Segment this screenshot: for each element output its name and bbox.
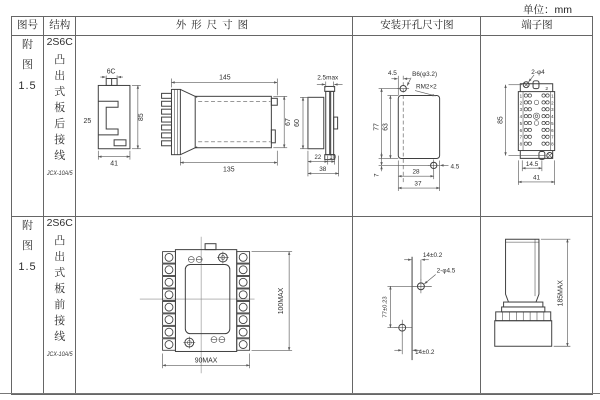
dim-100max: 100MAX (278, 287, 286, 315)
structure-description: 凸出式板前接线 (54, 235, 66, 343)
side-view-drawing (162, 75, 293, 174)
dim-2-5max: 2.5max (317, 74, 339, 82)
row2-mounting-cell (353, 217, 481, 395)
dim-28: 28 (412, 168, 420, 176)
row1-mounting-drawing (353, 36, 479, 215)
dim-37: 37 (414, 180, 422, 188)
model-type: 2S6C (46, 36, 73, 48)
svg-text:3: 3 (551, 107, 554, 113)
row1-fig-no-cell (12, 36, 44, 217)
svg-text:4: 4 (551, 114, 554, 120)
dim-85: 85 (138, 113, 146, 121)
fig-number: 1.5 (18, 79, 37, 92)
row2-outline-drawing (76, 217, 351, 393)
svg-text:5: 5 (551, 120, 554, 126)
hole-spec-label: 2-φ4.5 (437, 267, 456, 275)
row1-mounting-cell (353, 36, 481, 217)
dim-6c: 6C (107, 68, 117, 76)
fig-number: 1.5 (18, 260, 37, 273)
row1-structure-cell (44, 36, 76, 217)
structure-description: 凸出式板后接线 (54, 54, 66, 162)
terminal-block-rear-drawing (498, 69, 555, 185)
svg-text:7: 7 (551, 134, 554, 140)
dim-63: 63 (382, 123, 390, 131)
dim-41-terminal: 41 (533, 174, 541, 182)
model-code: JCX-10A/5 (46, 169, 73, 177)
dim-145: 145 (219, 74, 232, 82)
dim-4-5-bottom: 4.5 (450, 163, 460, 171)
header-outline-dims: 外形尺寸图 (76, 17, 353, 36)
fig-label: 附图 (22, 39, 33, 71)
row2-structure-cell (44, 217, 76, 395)
mounting-holes-drawing (383, 252, 456, 360)
dim-25: 25 (84, 118, 92, 126)
svg-text:6: 6 (551, 127, 554, 133)
socket-front-view-drawing (140, 237, 292, 373)
row1-terminal-drawing (481, 36, 591, 215)
spec-table (11, 16, 593, 395)
dim-60: 60 (294, 119, 302, 127)
svg-text:2: 2 (551, 100, 554, 106)
dim-10: 10 (329, 155, 337, 162)
header-row (12, 17, 593, 36)
svg-text:8: 8 (551, 141, 554, 147)
corner-radius-label: RM2×2 (416, 83, 438, 91)
row2-mounting-drawing (353, 217, 479, 393)
row2-terminal-cell (481, 217, 593, 395)
table-row (12, 217, 593, 395)
svg-text:4: 4 (520, 114, 523, 120)
header-fig-no: 图号 (12, 17, 44, 36)
svg-text:6: 6 (520, 127, 523, 133)
dim-67: 67 (285, 118, 293, 126)
dim-22: 22 (314, 155, 322, 162)
terminal-rows (520, 93, 554, 146)
fig-label: 附图 (22, 220, 33, 252)
header-structure: 结构 (44, 17, 76, 36)
dim-77-v: 77±0.23 (382, 296, 389, 318)
dim-41: 41 (110, 160, 119, 168)
table-row (12, 36, 593, 217)
dim-185max: 185MAX (557, 280, 565, 307)
row1-outline-cell (76, 36, 353, 217)
svg-text:2: 2 (520, 100, 523, 106)
model-code: JCX-10A/5 (46, 350, 73, 358)
clamp-profile-drawing (84, 69, 145, 168)
hole-spec-label: B6(φ3.2) (412, 70, 438, 78)
row2-fig-no-cell (12, 217, 44, 395)
model-type: 2S6C (46, 217, 73, 229)
svg-text:1: 1 (520, 93, 523, 99)
panel-cutout-drawing (374, 70, 460, 191)
screw-spec-label: 2-φ4 (531, 68, 546, 76)
svg-text:3: 3 (520, 107, 523, 113)
svg-text:5: 5 (520, 120, 523, 126)
dim-135: 135 (223, 166, 236, 174)
dim-85-terminal: 85 (498, 116, 506, 124)
terminal-top-number: 2 (545, 87, 549, 93)
row1-terminal-cell (481, 36, 593, 217)
dim-77: 77 (374, 123, 382, 131)
rear-view-drawing (294, 75, 343, 177)
svg-text:8: 8 (520, 141, 523, 147)
dim-90max: 90MAX (195, 357, 218, 365)
dim-4-5-top: 4.5 (388, 69, 398, 77)
header-mounting-holes: 安装开孔尺寸图 (353, 17, 481, 36)
svg-text:1: 1 (551, 93, 554, 99)
dim-14-bottom: 14±0.2 (415, 349, 435, 357)
row2-outline-cell (76, 217, 353, 395)
row1-outline-drawing (76, 36, 351, 215)
page-bottom-rule (0, 393, 600, 394)
relay-side-profile-drawing (495, 239, 571, 346)
dim-14-5: 14.5 (526, 160, 539, 168)
header-terminal-diagram: 端子图 (481, 17, 593, 36)
dim-14-top: 14±0.2 (423, 251, 443, 259)
dim-38: 38 (319, 165, 327, 173)
row2-terminal-drawing (481, 217, 591, 393)
unit-label: 单位：mm (523, 4, 572, 16)
svg-text:7: 7 (520, 134, 523, 140)
dim-7: 7 (374, 173, 382, 177)
